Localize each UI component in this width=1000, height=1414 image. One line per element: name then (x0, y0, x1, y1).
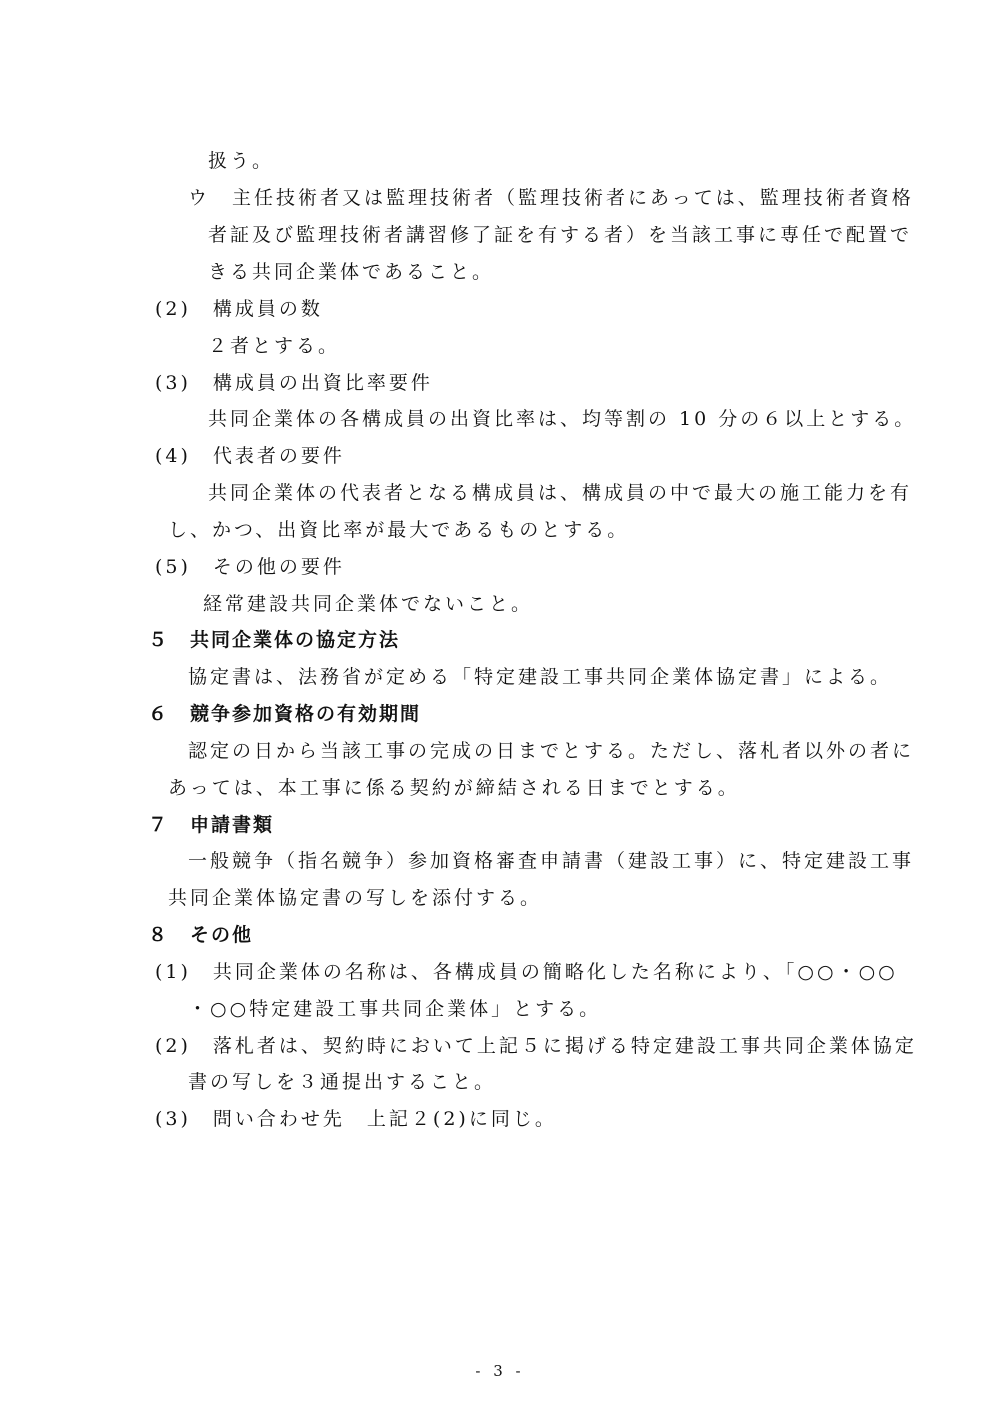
page-number: - 3 - (475, 1362, 525, 1380)
section-7-body: 一般競争（指名競争）参加資格審査申請書（建設工事）に、特定建設工事 (188, 850, 915, 872)
item-u-line: 者証及び監理技術者講習修了証を有する者）を当該工事に専任で配置で (208, 224, 913, 246)
subsection-4-body: し、かつ、出資比率が最大であるものとする。 (168, 519, 630, 541)
section-6-body: 認定の日から当該工事の完成の日までとする。ただし、落札者以外の者に (188, 740, 915, 762)
section-8-item-1: ・○○特定建設工事共同企業体」とする。 (188, 998, 602, 1020)
item-u-line: ウ 主任技術者又は監理技術者（監理技術者にあっては、監理技術者資格 (188, 187, 914, 209)
subsection-2-body: ２者とする。 (208, 335, 341, 357)
subsection-4-body: 共同企業体の代表者となる構成員は、構成員の中で最大の施工能力を有 (208, 482, 913, 504)
section-8-item-2: (2) 落札者は、契約時において上記５に掲げる特定建設工事共同企業体協定 (155, 1035, 917, 1057)
section-8-item-2: 書の写しを３通提出すること。 (188, 1071, 497, 1093)
subsection-5-body: 経常建設共同企業体でないこと。 (203, 593, 534, 615)
section-8-item-3: (3) 問い合わせ先 上記２(2)に同じ。 (155, 1108, 557, 1130)
section-8-heading: ８ その他 (148, 924, 254, 946)
subsection-2-title: (2) 構成員の数 (155, 298, 323, 320)
section-5-body: 協定書は、法務省が定める「特定建設工事共同企業体協定書」による。 (188, 666, 893, 688)
section-8-item-1: (1) 共同企業体の名称は、各構成員の簡略化した名称により、「○○・○○ (155, 961, 898, 983)
section-5-heading: ５ 共同企業体の協定方法 (148, 629, 401, 651)
section-6-heading: ６ 競争参加資格の有効期間 (148, 703, 422, 725)
subsection-4-title: (4) 代表者の要件 (155, 445, 345, 467)
section-7-body: 共同企業体協定書の写しを添付する。 (168, 887, 543, 909)
subsection-3-title: (3) 構成員の出資比率要件 (155, 372, 433, 394)
section-6-body: あっては、本工事に係る契約が締結される日までとする。 (168, 777, 740, 799)
subsection-5-title: (5) その他の要件 (155, 556, 345, 578)
text-line-continuation: 扱う。 (208, 150, 275, 172)
subsection-3-body: 共同企業体の各構成員の出資比率は、均等割の 10 分の６以上とする。 (208, 408, 917, 430)
item-u-line: きる共同企業体であること。 (208, 261, 495, 283)
section-7-heading: ７ 申請書類 (148, 814, 275, 836)
